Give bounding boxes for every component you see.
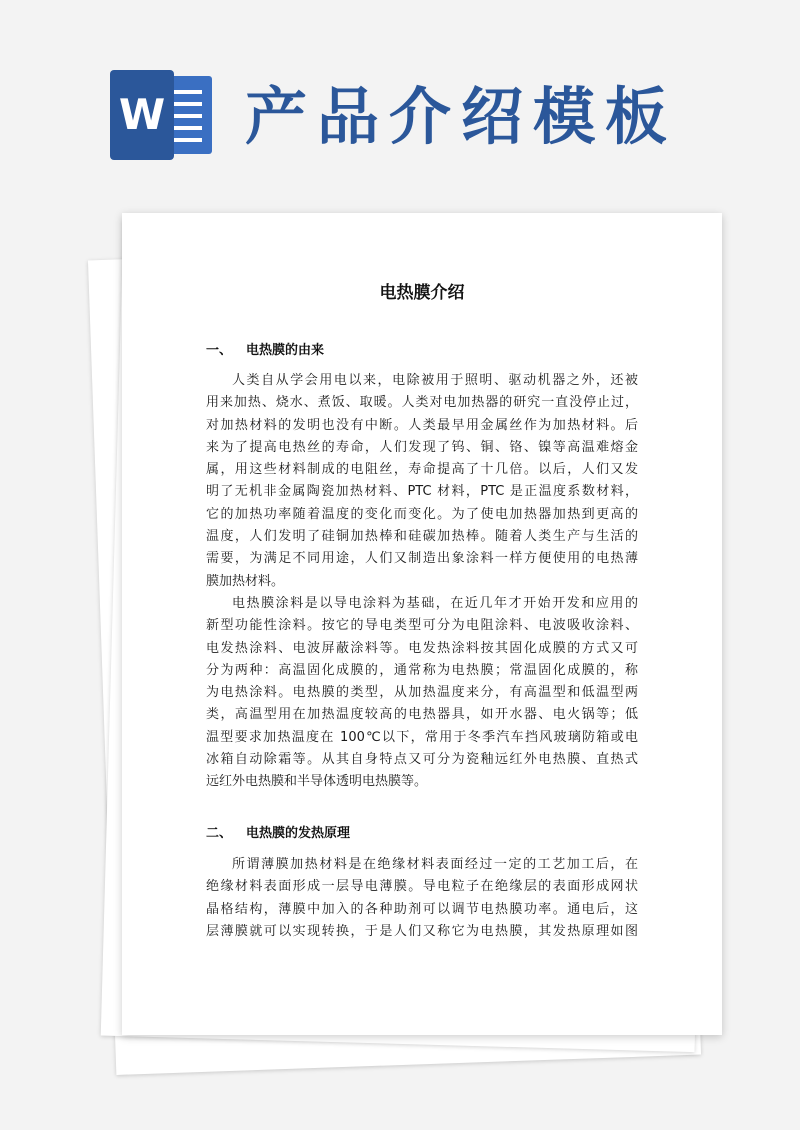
text-line: 冰箱自动除霜等。从其自身特点又可分为瓷釉远红外电热膜、直热式 (206, 752, 638, 768)
text-line: 需要，为满足不同用途，人们又制造出象涂料一样方便使用的电热薄 (206, 551, 638, 567)
section-heading-1 (206, 340, 324, 362)
section-title: 电热膜的由来 (246, 343, 325, 358)
section-number: 二、 (206, 826, 233, 841)
section-number: 一、 (206, 343, 233, 358)
word-document-icon (110, 70, 214, 160)
paragraph (206, 370, 638, 593)
document-page (122, 213, 722, 1035)
section-title: 电热膜的发热原理 (246, 826, 351, 841)
text-line: 新型功能性涂料。按它的导电类型可分为电阻涂料、电波吸收涂料、 (206, 618, 638, 634)
document-title: 电热膜介绍 (379, 283, 465, 303)
text-line: 来为了提高电热丝的寿命，人们发现了钨、铜、铬、镍等高温难熔金 (206, 439, 638, 455)
word-icon-letter: W (110, 70, 174, 160)
paragraph (206, 854, 638, 943)
text-line: 为电热涂料。电热膜的类型，从加热温度来分，有高温型和低温型两 (206, 685, 638, 701)
text-line: 对加热材料的发明也没有中断。人类最早用金属丝作为加热材料。后 (206, 417, 638, 433)
text-line: 分为两种：高温固化成膜的，通常称为电热膜；常温固化成膜的，称 (206, 662, 638, 678)
text-line: 温型要求加热温度在 100℃以下，常用于冬季汽车挡风玻璃防箱或电 (206, 729, 638, 745)
text-line: 它的加热功率随着温度的变化而变化。为了使电加热器加热到更高的 (206, 506, 638, 522)
banner (0, 0, 800, 200)
text-line: 绝缘材料表面形成一层导电薄膜。导电粒子在绝缘层的表面形成网状 (206, 879, 638, 895)
text-line: 人类自从学会用电以来，电除被用于照明、驱动机器之外，还被 (232, 373, 638, 388)
text-line: 电发热涂料、电波屏蔽涂料等。电发热涂料按其固化成膜的方式又可 (206, 640, 638, 656)
text-line: 电热膜涂料是以导电涂料为基础，在近几年才开始开发和应用的 (232, 596, 638, 611)
text-line: 膜加热材料。 (206, 573, 285, 589)
text-line: 类，高温型用在加热温度较高的电热器具，如开水器、电火锅等；低 (206, 707, 638, 723)
text-line: 明了无机非金属陶瓷加热材料、PTC 材料，PTC 是正温度系数材料， (206, 484, 638, 500)
text-line: 用来加热、烧水、煮饭、取暖。人类对电加热器的研究一直没停止过， (206, 395, 638, 411)
text-line: 属，用这些材料制成的电阻丝，寿命提高了十几倍。以后，人们又发 (206, 462, 638, 478)
text-line: 所谓薄膜加热材料是在绝缘材料表面经过一定的工艺加工后，在 (232, 857, 638, 872)
text-line: 晶格结构，薄膜中加入的各种助剂可以调节电热膜功率。通电后，这 (206, 901, 638, 917)
text-line: 层薄膜就可以实现转换，于是人们又称它为电热膜，其发热原理如图 (206, 923, 638, 939)
text-line: 温度，人们发明了硅铜加热棒和硅碳加热棒。随着人类生产与生活的 (206, 529, 638, 545)
text-line: 远红外电热膜和半导体透明电热膜等。 (206, 774, 428, 790)
section-heading-2 (206, 823, 350, 845)
paragraph (206, 593, 638, 794)
banner-title: 产品介绍模板 (245, 80, 678, 153)
